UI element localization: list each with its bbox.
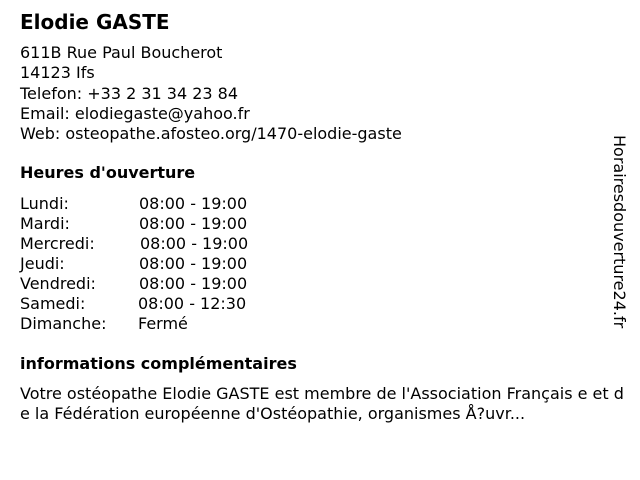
day-label: Mercredi: xyxy=(20,234,95,253)
hours-row-sunday xyxy=(20,314,300,334)
time-value: Fermé xyxy=(138,314,188,333)
time-value: 08:00 - 19:00 xyxy=(139,214,248,233)
time-value: 08:00 - 19:00 xyxy=(139,274,248,293)
address-street: 611B Rue Paul Boucherot xyxy=(20,43,223,62)
hours-row-tuesday xyxy=(20,214,300,234)
time-value: 08:00 - 12:30 xyxy=(138,294,247,313)
day-label: Jeudi: xyxy=(20,254,65,273)
hours-heading: Heures d'ouverture xyxy=(20,163,196,182)
info-heading: informations complémentaires xyxy=(20,354,297,373)
day-label: Vendredi: xyxy=(20,274,96,293)
hours-row-saturday xyxy=(20,294,300,314)
address-city: 14123 Ifs xyxy=(20,63,95,82)
hours-row-thursday xyxy=(20,254,300,274)
day-label: Mardi: xyxy=(20,214,70,233)
business-name: Elodie GASTE xyxy=(20,10,170,34)
time-value: 08:00 - 19:00 xyxy=(140,234,249,253)
web-line: Web: osteopathe.afosteo.org/1470-elodie-gaste xyxy=(20,124,402,143)
hours-row-friday xyxy=(20,274,300,294)
hours-row-wednesday xyxy=(20,234,300,254)
time-value: 08:00 - 19:00 xyxy=(139,194,248,213)
day-label: Lundi: xyxy=(20,194,69,213)
email-line: Email: elodiegaste@yahoo.fr xyxy=(20,104,250,123)
day-label: Dimanche: xyxy=(20,314,107,333)
day-label: Samedi: xyxy=(20,294,86,313)
site-watermark: Horairesdouverture24.fr xyxy=(610,135,629,329)
info-description: Votre ostéopathe Elodie GASTE est membre de l'Association Français e et de la Fédération européenne d'Ostéopathie, organismes Å?uvr... xyxy=(20,384,624,423)
time-value: 08:00 - 19:00 xyxy=(139,254,248,273)
hours-row-monday xyxy=(20,194,300,214)
phone-line: Telefon: +33 2 31 34 23 84 xyxy=(20,84,239,103)
